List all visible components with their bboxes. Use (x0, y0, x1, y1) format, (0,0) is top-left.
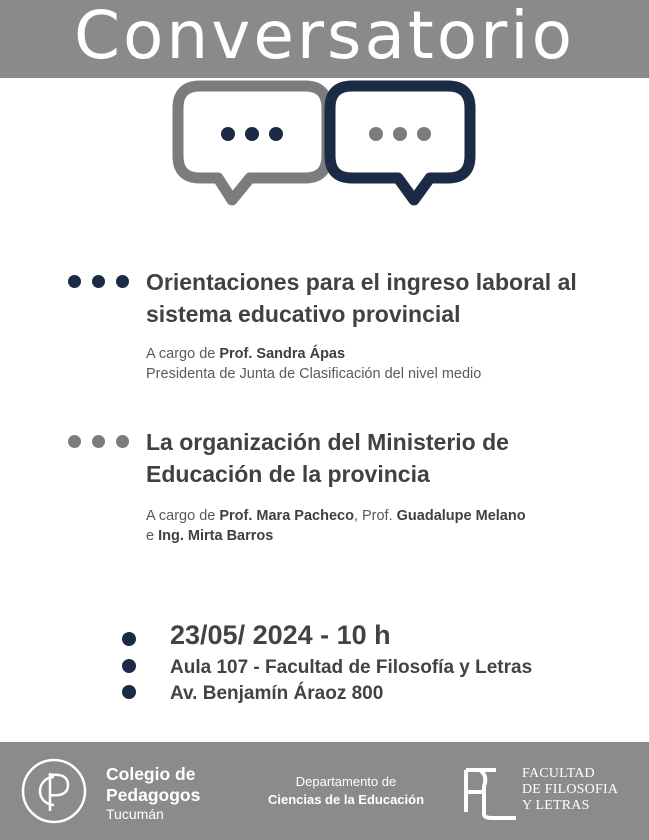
bullet-dot (122, 632, 136, 646)
bullet-dot (116, 435, 129, 448)
byline-separator: e (146, 528, 159, 544)
byline-prefix: A cargo de (146, 346, 220, 362)
event-room: Aula 107 - Facultad de Filosofía y Letras (170, 657, 533, 678)
speaker-name: Prof. Sandra Ápas (219, 346, 346, 362)
speaker-role: Presidenta de Junta de Clasificación del nivel medio (146, 366, 482, 382)
colegio-line: Pedagogos (106, 785, 201, 805)
talk-title-line: Orientaciones para el ingreso laboral al (146, 269, 577, 295)
event-date: 23/05/ 2024 - 10 h (170, 620, 391, 650)
talk-title (146, 266, 626, 330)
bubble-dot (221, 127, 235, 141)
facultad-line: FACULTAD (522, 766, 595, 781)
byline-line (146, 506, 626, 526)
departamento-name (258, 773, 434, 809)
facultad-line: Y LETRAS (522, 798, 590, 813)
facultad-logo-icon (462, 766, 518, 820)
byline-separator: , Prof. (353, 508, 397, 524)
bullet-dot (68, 275, 81, 288)
bubble-dot (393, 127, 407, 141)
bubble-dot (269, 127, 283, 141)
speech-bubbles-icon (0, 0, 649, 220)
talk-byline (146, 506, 626, 546)
bubble-dot (417, 127, 431, 141)
colegio-name (106, 764, 200, 823)
byline-prefix: A cargo de (146, 508, 220, 524)
navy-speech-bubble (330, 86, 470, 200)
facultad-name (522, 766, 618, 814)
byline-line (146, 526, 626, 546)
event-date-row (122, 618, 582, 648)
event-address: Av. Benjamín Áraoz 800 (170, 683, 384, 704)
talk-title-line: Educación de la provincia (146, 461, 430, 487)
departamento-line: Departamento de (295, 774, 397, 789)
speaker-name: Guadalupe Melano (396, 508, 526, 524)
bullet-dot (68, 435, 81, 448)
bubble-dot (369, 127, 383, 141)
byline-line (146, 344, 626, 364)
talk-byline (146, 344, 626, 384)
talk-title-line: La organización del Ministerio de (146, 429, 509, 455)
departamento-line: Ciencias de la Educación (267, 792, 425, 807)
colegio-pedagogos-logo-icon (20, 757, 88, 825)
speaker-name: Prof. Mara Pacheco (219, 508, 354, 524)
colegio-line: Colegio de (106, 764, 196, 784)
gray-speech-bubble (178, 86, 327, 200)
talk-title (146, 426, 626, 490)
bullet-dot (116, 275, 129, 288)
facultad-line: DE FILOSOFIA (522, 782, 619, 797)
bubble-dot (245, 127, 259, 141)
colegio-line: Tucumán (106, 806, 164, 822)
bullet-dot (122, 685, 136, 699)
page-title: Conversatorio (73, 0, 576, 74)
bullet-dot (92, 275, 105, 288)
bullet-dot (122, 659, 136, 673)
talk-title-line: sistema educativo provincial (146, 301, 461, 327)
footer (0, 742, 649, 840)
event-address-row (122, 682, 582, 712)
speaker-name: Ing. Mirta Barros (158, 528, 274, 544)
bullet-dot (92, 435, 105, 448)
